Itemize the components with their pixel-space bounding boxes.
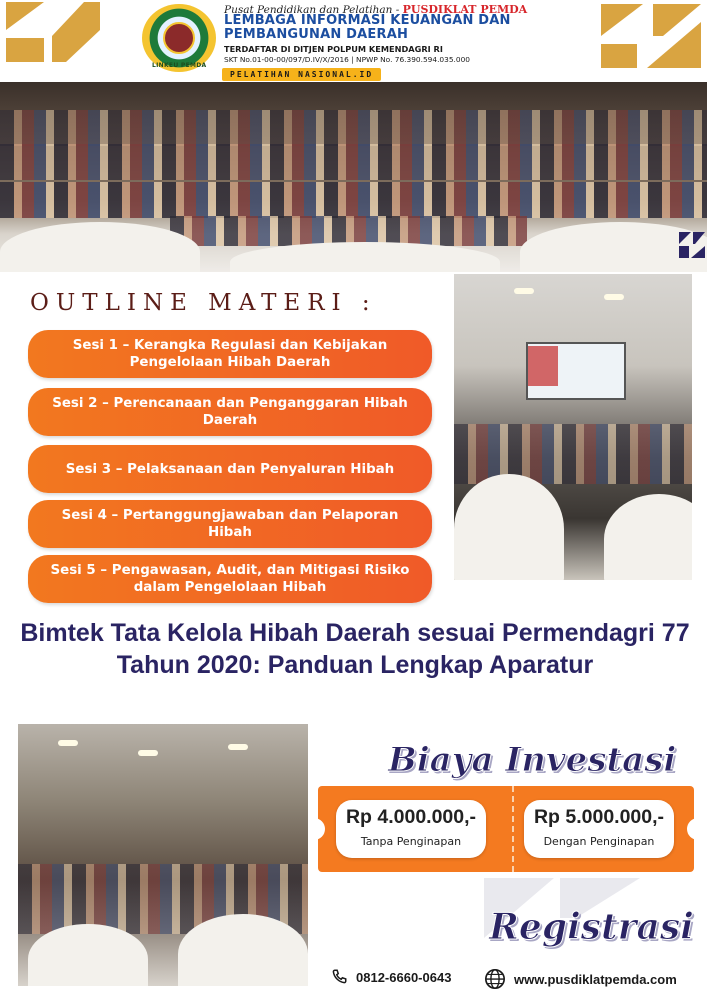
globe-icon — [484, 968, 506, 990]
website-url: www.pusdiklatpemda.com — [514, 971, 677, 987]
session-item-2: Sesi 2 – Perencanaan dan Penganggaran Hibah Daerah — [28, 388, 432, 436]
price-value: Rp 4.000.000,- — [345, 806, 477, 828]
registration-text: TERDAFTAR DI DITJEN POLPUM KEMENDAGRI RI — [224, 44, 443, 54]
header-subtitle: Pusat Pendidikan dan Pelatihan - PUSDIKLAT PEMDA — [224, 3, 528, 16]
brand-mark-top-right — [601, 4, 701, 68]
session-item-1: Sesi 1 – Kerangka Regulasi dan Kebijakan Pengelolaan Hibah Daerah — [28, 330, 432, 378]
emblem-caption: LINKEU PEMDA — [152, 62, 207, 69]
group-photo — [0, 82, 707, 272]
seminar-photo — [454, 274, 692, 580]
phone-number: 0812-6660-0643 — [356, 969, 452, 985]
pricing-heading: Biaya Investasi — [388, 740, 677, 780]
session-item-5: Sesi 5 – Pengawasan, Audit, dan Mitigasi Risiko dalam Pengelolaan Hibah — [28, 555, 432, 603]
brand-mark-top-left — [6, 2, 100, 62]
website-link[interactable] — [484, 968, 677, 990]
participants-photo — [18, 724, 308, 986]
brand-mark-small — [679, 232, 705, 258]
price-value: Rp 5.000.000,- — [533, 806, 665, 828]
pricing-ticket — [318, 786, 694, 872]
phone-icon — [330, 968, 348, 986]
price-option-with-lodging — [524, 800, 674, 858]
event-title: Bimtek Tata Kelola Hibah Daerah sesuai Permendagri 77 Tahun 2020: Panduan Lengkap Aparatur — [20, 619, 690, 679]
skt-npwp-text: SKT No.01-00-00/097/D.IV/X/2016 | NPWP No. 76.390.594.035.000 — [224, 55, 470, 64]
header — [142, 2, 542, 86]
session-item-3: Sesi 3 – Pelaksanaan dan Penyaluran Hibah — [28, 445, 432, 493]
session-item-4: Sesi 4 – Pertanggungjawaban dan Pelaporan Hibah — [28, 500, 432, 548]
price-note: Dengan Penginapan — [543, 835, 655, 848]
organization-name: LEMBAGA INFORMASI KEUANGAN DAN PEMBANGUNAN DAERAH — [224, 13, 511, 42]
website-badge: PELATIHAN NASIONAL.ID — [222, 68, 381, 81]
price-option-without-lodging — [336, 800, 486, 858]
price-note: Tanpa Penginapan — [360, 835, 462, 848]
outline-title: OUTLINE MATERI : — [30, 290, 377, 316]
registration-heading: Registrasi — [489, 906, 694, 948]
phone-contact[interactable] — [330, 968, 451, 986]
